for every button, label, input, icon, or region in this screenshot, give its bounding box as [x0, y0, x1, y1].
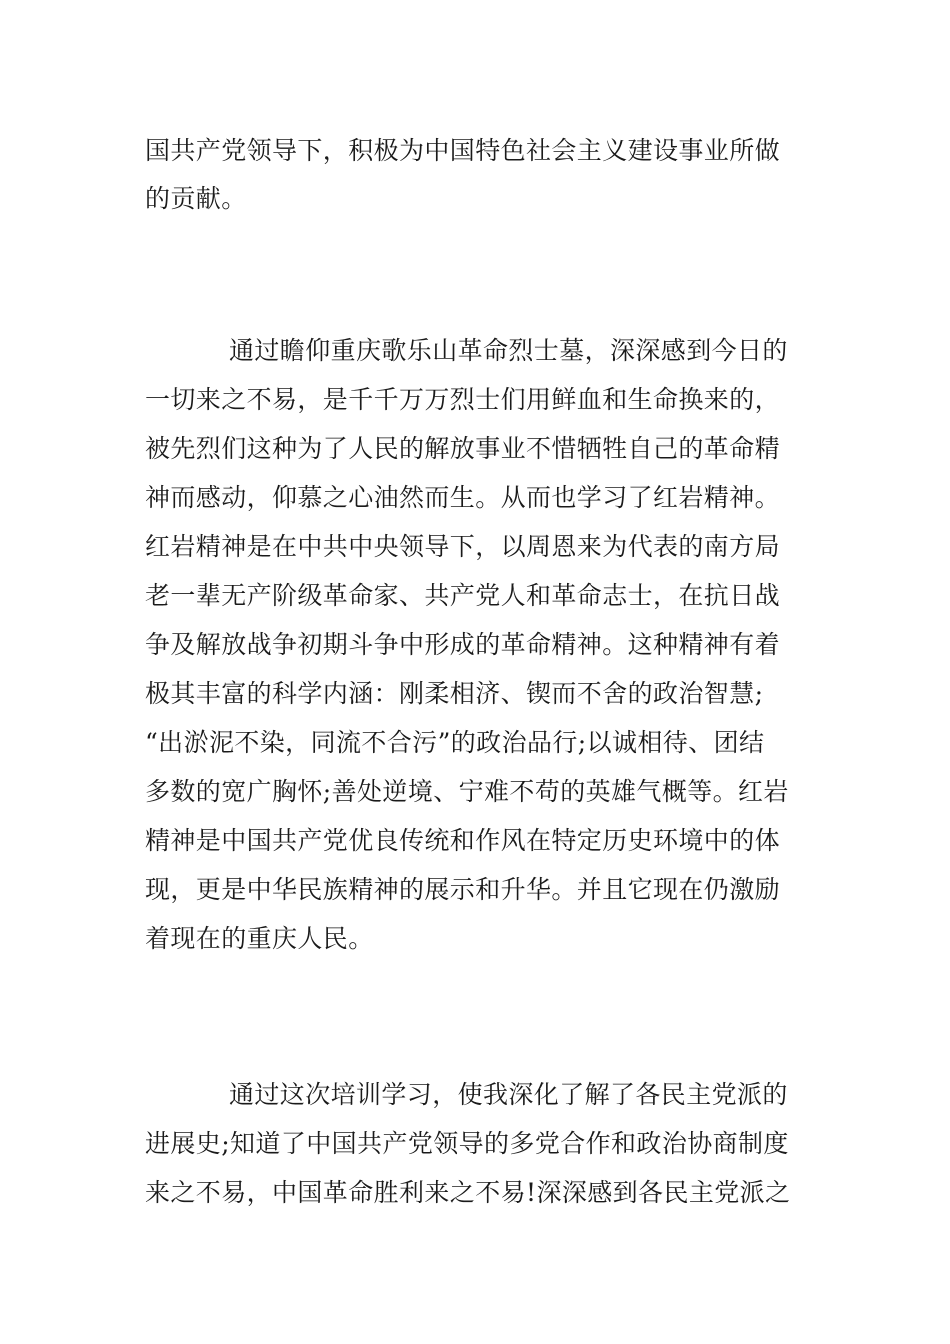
paragraph-2-line-11: 精神是中国共产党优良传统和作风在特定历史环境中的体 — [145, 826, 781, 855]
paragraph-2-line-3: 被先烈们这种为了人民的解放事业不惜牺牲自己的革命精 — [145, 434, 781, 463]
paragraph-2-line-6: 老一辈无产阶级革命家、共产党人和革命志士，在抗日战 — [145, 581, 781, 610]
paragraph-2-line-4: 神而感动，仰慕之心油然而生。从而也学习了红岩精神。 — [145, 483, 781, 512]
paragraph-2-line-12: 现，更是中华民族精神的展示和升华。并且它现在仍激励 — [145, 875, 781, 904]
paragraph-1-line-2: 的贡献。 — [145, 184, 247, 213]
paragraph-2-line-5: 红岩精神是在中共中央领导下，以周恩来为代表的南方局 — [145, 532, 781, 561]
paragraph-2-line-8: 极其丰富的科学内涵：刚柔相济、锲而不舍的政治智慧; — [145, 679, 764, 708]
paragraph-2-line-10: 多数的宽广胸怀;善处逆境、宁难不苟的英雄气概等。红岩 — [145, 777, 789, 806]
paragraph-2-line-7: 争及解放战争初期斗争中形成的革命精神。这种精神有着 — [145, 630, 781, 659]
paragraph-2-line-2: 一切来之不易，是千千万万烈士们用鲜血和生命换来的， — [145, 385, 781, 414]
paragraph-3-line-3: 来之不易，中国革命胜利来之不易!深深感到各民主党派之 — [145, 1178, 791, 1207]
paragraph-2-line-1: 通过瞻仰重庆歌乐山革命烈士墓，深深感到今日的 — [229, 336, 788, 365]
paragraph-3-line-2: 进展史;知道了中国共产党领导的多党合作和政治协商制度 — [145, 1129, 789, 1158]
paragraph-2-line-9: “出淤泥不染，同流不合污”的政治品行;以诚相待、团结 — [145, 728, 765, 757]
paragraph-3-line-1: 通过这次培训学习，使我深化了解了各民主党派的 — [229, 1080, 788, 1109]
paragraph-2-line-13: 着现在的重庆人民。 — [145, 924, 374, 953]
paragraph-1-line-1: 国共产党领导下，积极为中国特色社会主义建设事业所做 — [145, 136, 781, 165]
